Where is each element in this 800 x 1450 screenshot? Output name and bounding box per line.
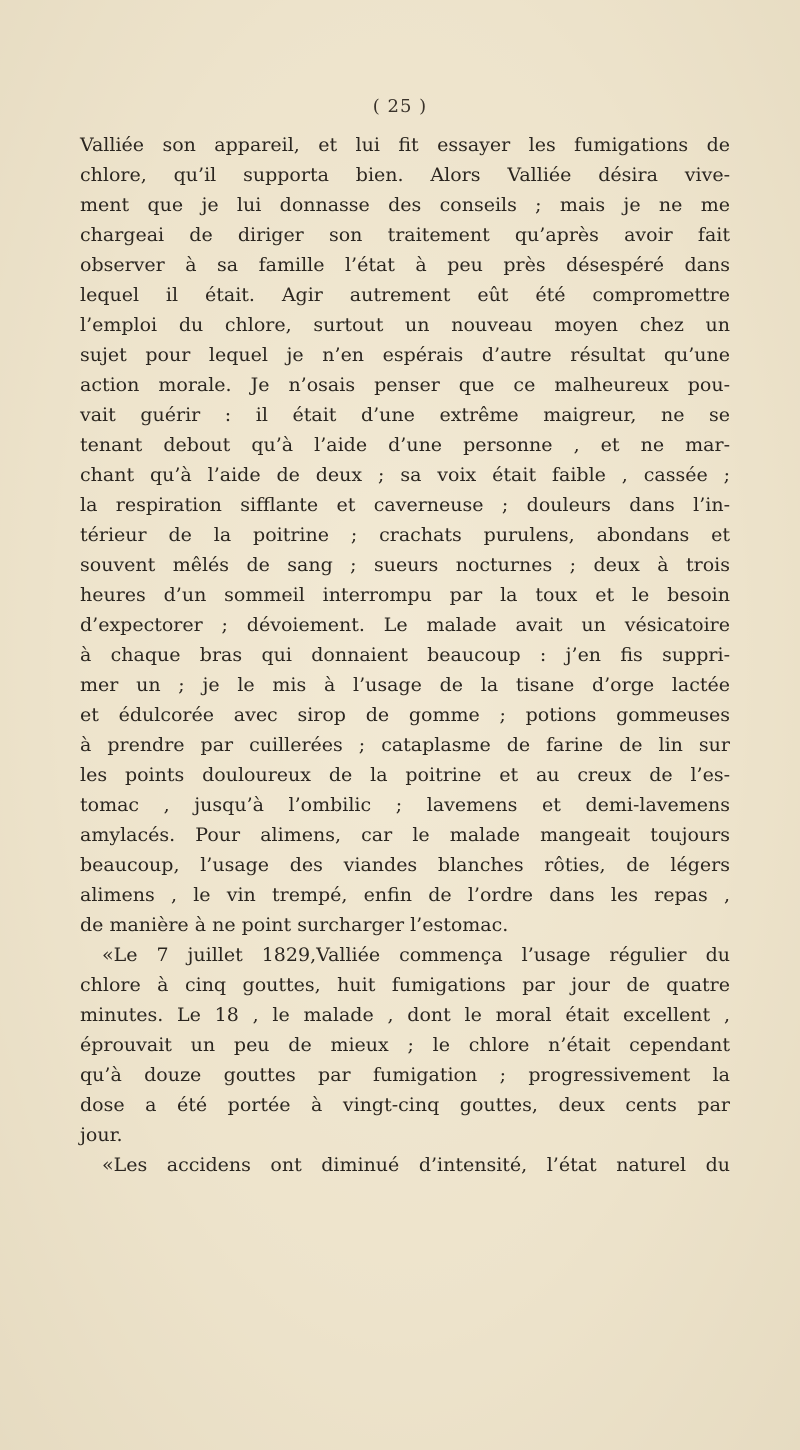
text-line: d’expectorer ; dévoiement. Le malade avait un vésicatoire xyxy=(80,614,730,636)
text-line: «Les accidens ont diminué d’intensité, l’état naturel du xyxy=(102,1154,730,1176)
text-line: «Le 7 juillet 1829,Valliée commença l’usage régulier du xyxy=(102,944,730,966)
text-line: tenant debout qu’à l’aide d’une personne , et ne mar- xyxy=(80,434,730,456)
text-line: chargeai de diriger son traitement qu’après avoir fait xyxy=(80,224,730,246)
text-line: action morale. Je n’osais penser que ce malheureux pou- xyxy=(80,374,730,396)
text-line: à prendre par cuillerées ; cataplasme de farine de lin sur xyxy=(80,734,730,756)
text-line: tomac , jusqu’à l’ombilic ; lavemens et demi-lavemens xyxy=(80,794,730,816)
text-line: heures d’un sommeil interrompu par la toux et le besoin xyxy=(80,584,730,606)
page-number: ( 25 ) xyxy=(372,96,428,117)
text-line: beaucoup, l’usage des viandes blanches rôties, de légers xyxy=(80,854,730,876)
text-line: lequel il était. Agir autrement eût été compromettre xyxy=(80,284,730,306)
body-text xyxy=(80,130,730,1180)
text-line: térieur de la poitrine ; crachats purulens, abondans et xyxy=(80,524,730,546)
text-line: chlore à cinq gouttes, huit fumigations par jour de quatre xyxy=(80,974,730,996)
text-line: Valliée son appareil, et lui fit essayer les fumigations de xyxy=(80,134,730,156)
text-line: jour. xyxy=(80,1124,123,1146)
text-line: minutes. Le 18 , le malade , dont le moral était excellent , xyxy=(80,1004,730,1026)
text-line: de manière à ne point surcharger l’estomac. xyxy=(80,914,509,936)
text-line: ment que je lui donnasse des conseils ; mais je ne me xyxy=(80,194,730,216)
text-line: chlore, qu’il supporta bien. Alors Valliée désira vive- xyxy=(80,164,730,186)
text-line: éprouvait un peu de mieux ; le chlore n’était cependant xyxy=(80,1034,730,1056)
text-line: observer à sa famille l’état à peu près désespéré dans xyxy=(80,254,730,276)
text-line: les points douloureux de la poitrine et au creux de l’es- xyxy=(80,764,730,786)
text-line: et édulcorée avec sirop de gomme ; potions gommeuses xyxy=(80,704,730,726)
text-line: vait guérir : il était d’une extrême maigreur, ne se xyxy=(80,404,730,426)
text-line: à chaque bras qui donnaient beaucoup : j’en fis suppri- xyxy=(80,644,730,666)
text-line: sujet pour lequel je n’en espérais d’autre résultat qu’une xyxy=(80,344,730,366)
text-line: chant qu’à l’aide de deux ; sa voix était faible , cassée ; xyxy=(80,464,730,486)
text-line: amylacés. Pour alimens, car le malade mangeait toujours xyxy=(80,824,730,846)
text-line: dose a été portée à vingt-cinq gouttes, deux cents par xyxy=(80,1094,730,1116)
text-line: alimens , le vin trempé, enfin de l’ordre dans les repas , xyxy=(80,884,730,906)
text-line: la respiration sifflante et caverneuse ; douleurs dans l’in- xyxy=(80,494,730,516)
text-line: mer un ; je le mis à l’usage de la tisane d’orge lactée xyxy=(80,674,730,696)
text-line: l’emploi du chlore, surtout un nouveau moyen chez un xyxy=(80,314,730,336)
text-line: qu’à douze gouttes par fumigation ; progressivement la xyxy=(80,1064,730,1086)
text-line: souvent mêlés de sang ; sueurs nocturnes ; deux à trois xyxy=(80,554,730,576)
